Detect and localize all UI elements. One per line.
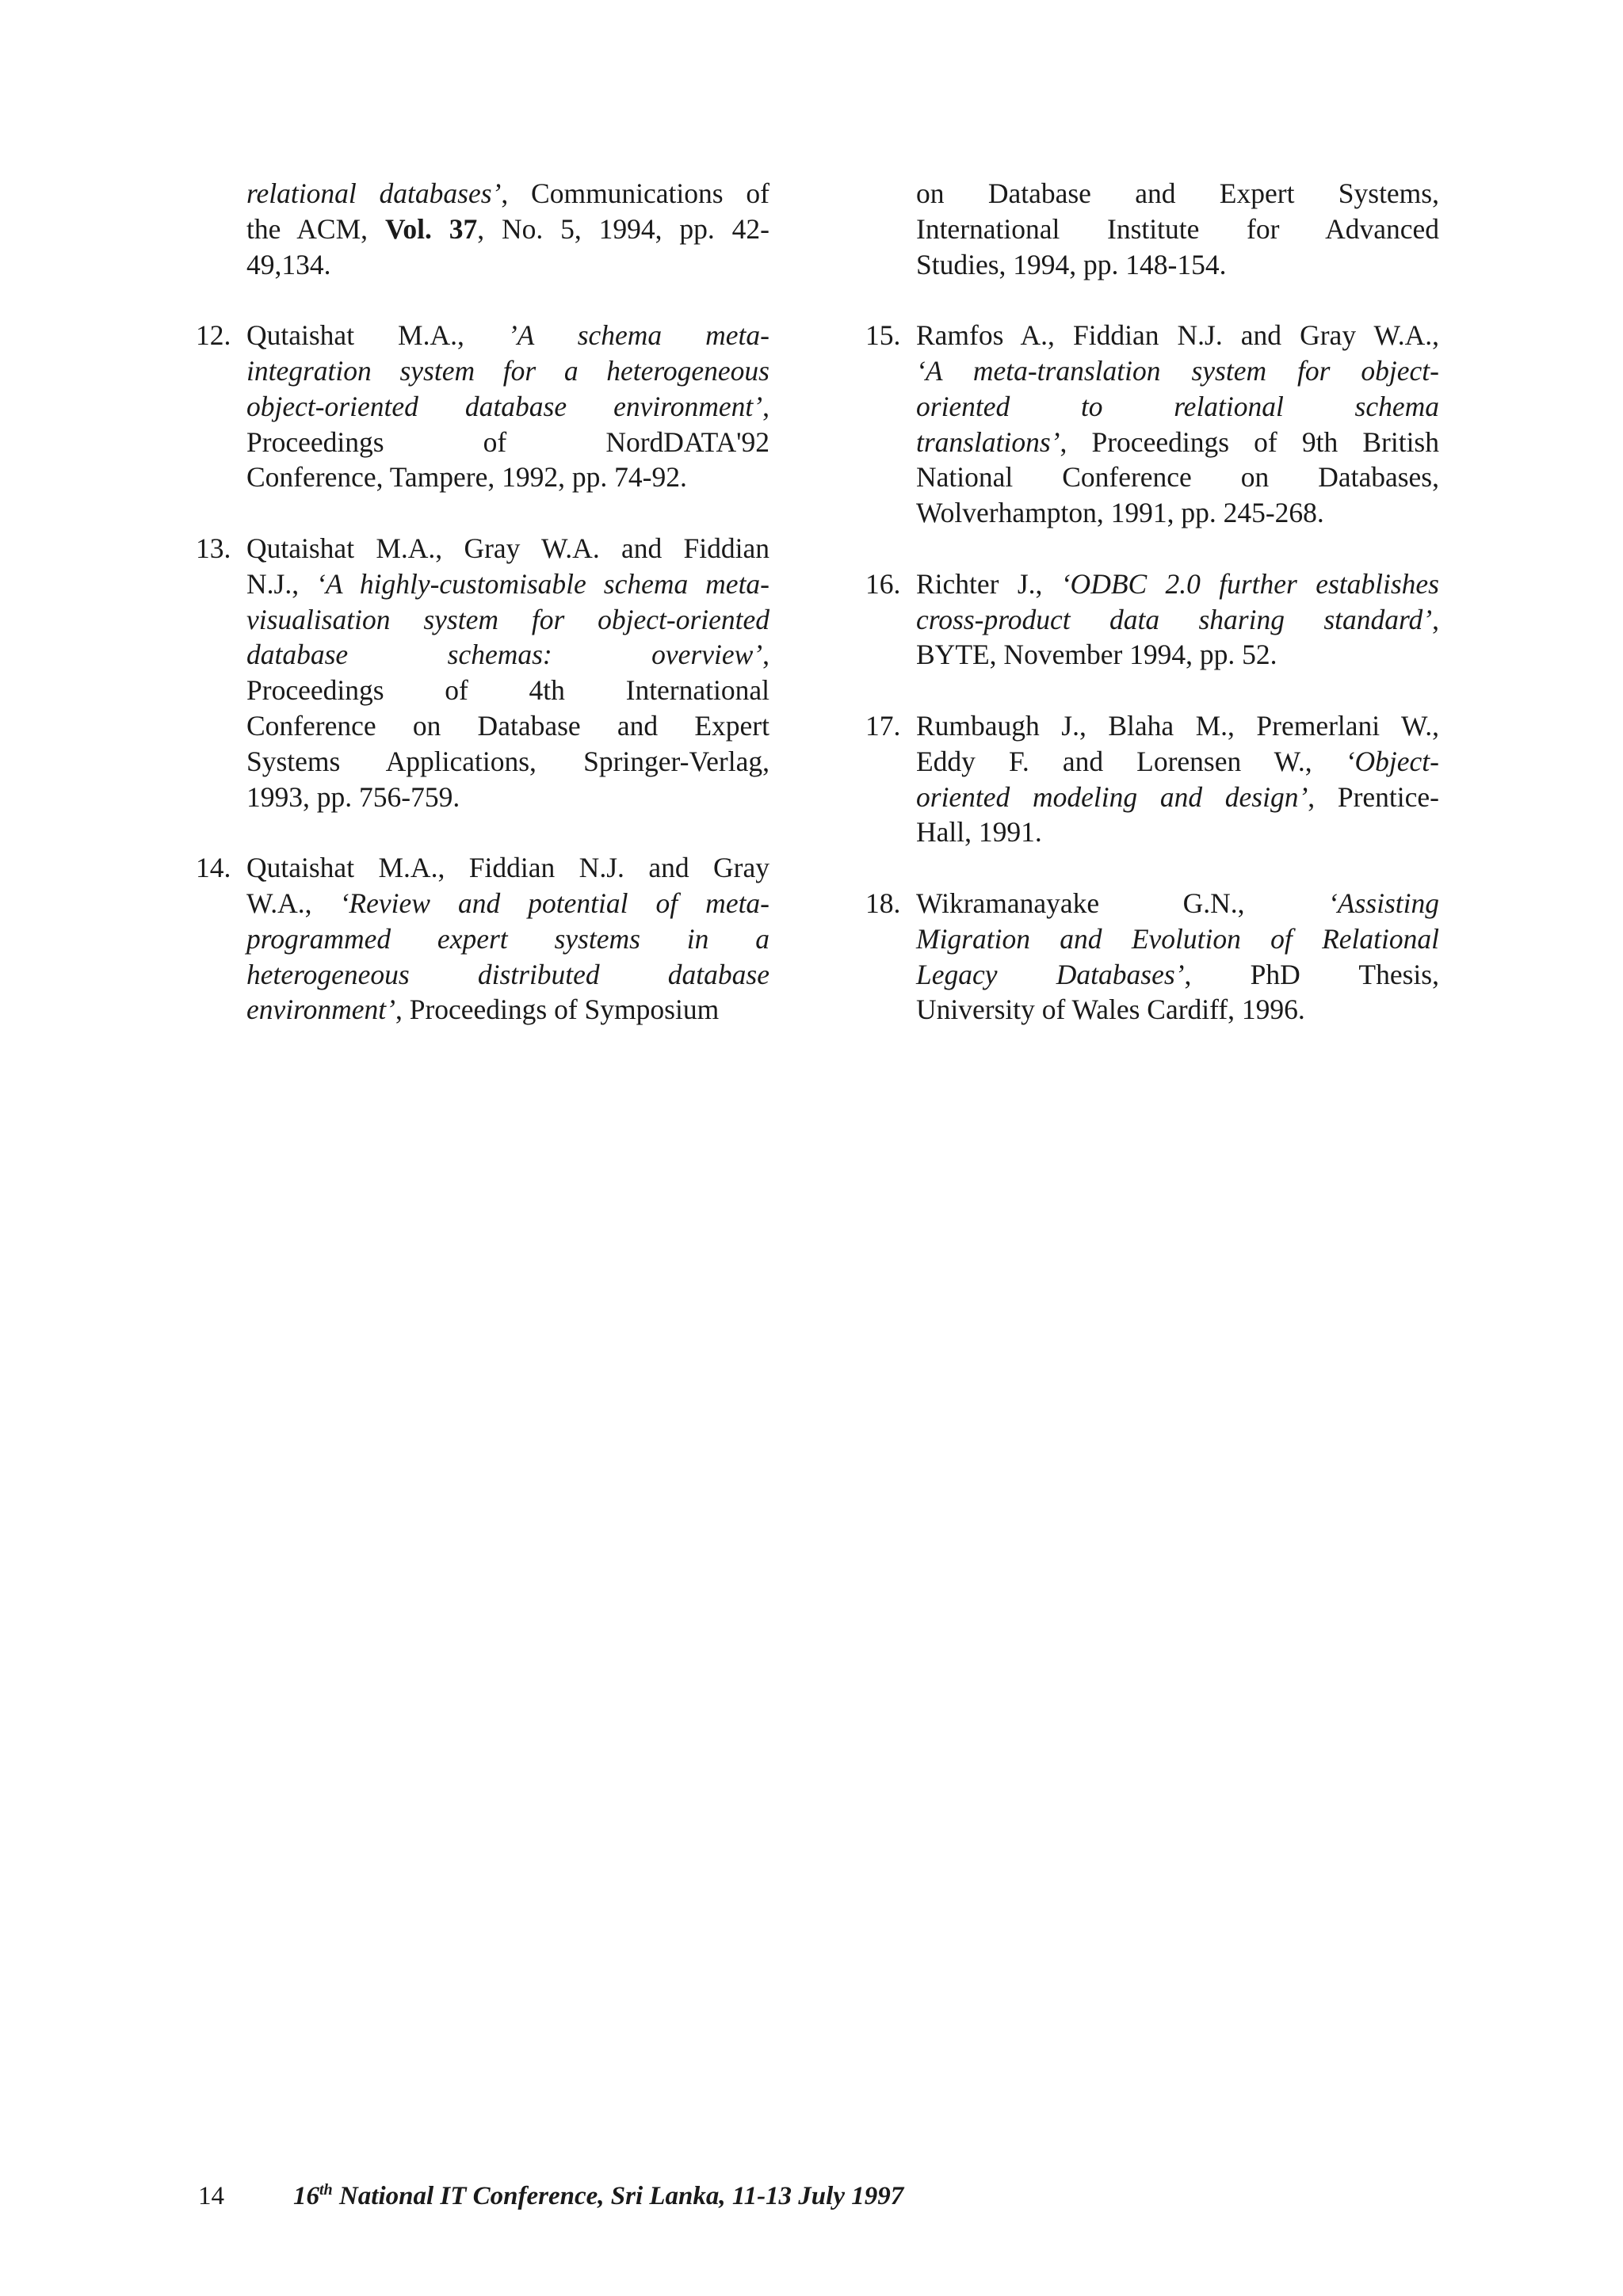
reference-text: the ACM,: [246, 212, 385, 245]
reference-title-text: visualisation system for object-oriented: [246, 603, 769, 635]
reference-text: Hall, 1991.: [916, 816, 1042, 849]
reference-title-text: cross-product data sharing standard’: [916, 603, 1433, 635]
reference-text: Eddy F. and Lorensen W.,: [916, 745, 1346, 777]
conference-ordinal: 16: [293, 2182, 319, 2210]
reference-title-text: heterogeneous distributed database: [246, 958, 769, 990]
references-right-column: [865, 176, 1439, 1063]
reference-title-text: database schemas: overview’: [246, 639, 763, 671]
reference-line: [916, 176, 1439, 212]
conference-name: National IT Conference, Sri Lanka, 11-13 July 1997: [332, 2182, 904, 2210]
reference-line: [916, 602, 1439, 638]
reference-title-text: ‘ODBC 2.0 further establishes: [1060, 567, 1439, 600]
reference-entry: [865, 886, 1439, 1028]
conference-ordinal-suffix: th: [319, 2181, 333, 2199]
reference-line: [916, 780, 1439, 815]
reference-number: 16.: [865, 567, 901, 600]
references-left-column: [196, 176, 770, 1063]
reference-text: Qutaishat M.A., Fiddian N.J. and Gray: [246, 852, 769, 884]
reference-text: Qutaishat M.A., Gray W.A. and Fiddian: [246, 532, 769, 564]
reference-line: [246, 780, 769, 815]
reference-line: [246, 602, 769, 638]
reference-line: [246, 425, 769, 460]
reference-text: Rumbaugh J., Blaha M., Premerlani W.,: [916, 709, 1439, 742]
reference-text: on Database and Expert Systems,: [916, 177, 1439, 209]
reference-text: , Proceedings of Symposium: [395, 994, 720, 1026]
reference-text: Proceedings of NordDATA'92: [246, 425, 769, 458]
reference-line: [916, 389, 1439, 425]
reference-text: Conference, Tampere, 1992, pp. 74-92.: [246, 461, 687, 494]
reference-number: 17.: [865, 709, 901, 742]
reference-line: [916, 957, 1439, 993]
reference-number: 18.: [865, 887, 901, 919]
reference-line: [916, 425, 1439, 460]
reference-text: University of Wales Cardiff, 1996.: [916, 994, 1305, 1026]
reference-entry: [865, 318, 1439, 531]
reference-text: Qutaishat M.A.,: [246, 319, 508, 352]
reference-line: [246, 176, 769, 212]
reference-title-text: ‘Object-: [1345, 745, 1439, 777]
reference-text: Studies, 1994, pp. 148-154.: [916, 248, 1227, 280]
reference-title-text: programmed expert systems in a: [246, 922, 769, 955]
reference-line: [916, 921, 1439, 957]
reference-line: [246, 708, 769, 744]
page-footer: [198, 2180, 903, 2212]
reference-line: [916, 566, 1439, 602]
reference-number: 15.: [865, 319, 901, 352]
reference-number: 12.: [196, 319, 231, 352]
reference-title-text: integration system for a heterogeneous: [246, 354, 769, 387]
reference-line: [246, 673, 769, 708]
reference-line: [246, 460, 769, 495]
reference-title-text: ’A schema meta-: [507, 319, 769, 352]
reference-title-text: ‘Review and potential of meta-: [339, 887, 770, 919]
reference-number: 13.: [196, 532, 231, 564]
reference-line: [916, 495, 1439, 531]
reference-entry: [865, 708, 1439, 850]
reference-line: [916, 353, 1439, 389]
reference-text: W.A.,: [246, 887, 340, 919]
reference-text: , No. 5, 1994, pp. 42-: [477, 212, 769, 245]
reference-title-text: object-oriented database environment’: [246, 390, 763, 422]
reference-line: [246, 992, 769, 1028]
reference-title-text: environment’: [246, 994, 395, 1026]
reference-number: 14.: [196, 852, 231, 884]
reference-title-text: oriented modeling and design’: [916, 780, 1308, 813]
reference-text: ,: [762, 390, 769, 422]
reference-line: [916, 708, 1439, 744]
reference-text: ,: [1432, 603, 1439, 635]
reference-title-text: relational databases’: [246, 177, 502, 209]
reference-line: [246, 389, 769, 425]
reference-text: Wikramanayake G.N.,: [916, 887, 1328, 919]
reference-line: [916, 814, 1439, 850]
reference-line: [246, 957, 769, 993]
reference-entry: [916, 176, 1439, 282]
reference-line: [246, 744, 769, 780]
reference-entry: [865, 566, 1439, 673]
reference-line: [916, 744, 1439, 780]
reference-entry: [196, 850, 770, 1028]
reference-text: Conference on Database and Expert: [246, 709, 769, 742]
reference-text: Systems Applications, Springer-Verlag,: [246, 745, 769, 777]
reference-text: 49,134.: [246, 248, 331, 280]
reference-line: [246, 531, 769, 566]
reference-title-text: ‘Assisting: [1327, 887, 1439, 919]
reference-text: Proceedings of 4th International: [246, 674, 769, 707]
reference-line: [916, 318, 1439, 353]
reference-text: , PhD Thesis,: [1184, 958, 1439, 990]
reference-line: [246, 566, 769, 602]
reference-title-text: Legacy Databases’: [916, 958, 1185, 990]
reference-line: [246, 637, 769, 673]
page-number: 14: [198, 2182, 224, 2210]
reference-line: [916, 212, 1439, 247]
reference-text: International Institute for Advanced: [916, 212, 1439, 245]
reference-line: [246, 921, 769, 957]
reference-line: [916, 637, 1439, 673]
reference-title-text: ‘A highly-customisable schema meta-: [316, 567, 770, 600]
reference-title-text: translations’: [916, 425, 1060, 458]
reference-text: N.J.,: [246, 567, 317, 600]
reference-title-text: ‘A meta-translation system for object-: [916, 354, 1439, 387]
reference-line: [246, 318, 769, 353]
reference-line: [916, 886, 1439, 921]
reference-entry: [196, 318, 769, 495]
reference-line: [246, 353, 769, 389]
reference-text: ,: [762, 639, 769, 671]
reference-title-text: Migration and Evolution of Relational: [916, 922, 1439, 955]
reference-line: [246, 212, 769, 247]
reference-text: Richter J.,: [916, 567, 1061, 600]
reference-text: National Conference on Databases,: [916, 461, 1439, 494]
reference-line: [916, 460, 1439, 495]
reference-entry: [246, 176, 769, 282]
reference-text: Wolverhampton, 1991, pp. 245-268.: [916, 497, 1324, 529]
reference-text: BYTE, November 1994, pp. 52.: [916, 639, 1277, 671]
reference-text: , Communications of: [501, 177, 769, 209]
reference-line: [246, 886, 769, 921]
conference-title: [293, 2182, 903, 2210]
reference-text: , Prentice-: [1308, 780, 1439, 813]
reference-line: [916, 992, 1439, 1028]
reference-title-text: oriented to relational schema: [916, 390, 1439, 422]
reference-text: 1993, pp. 756-759.: [246, 780, 460, 813]
reference-text: , Proceedings of 9th British: [1060, 425, 1439, 458]
reference-entry: [196, 531, 770, 814]
reference-line: [916, 247, 1439, 283]
reference-text: Ramfos A., Fiddian N.J. and Gray W.A.,: [916, 319, 1439, 352]
reference-line: [246, 247, 769, 283]
reference-line: [246, 850, 769, 886]
reference-bold-text: Vol. 37: [384, 212, 478, 245]
